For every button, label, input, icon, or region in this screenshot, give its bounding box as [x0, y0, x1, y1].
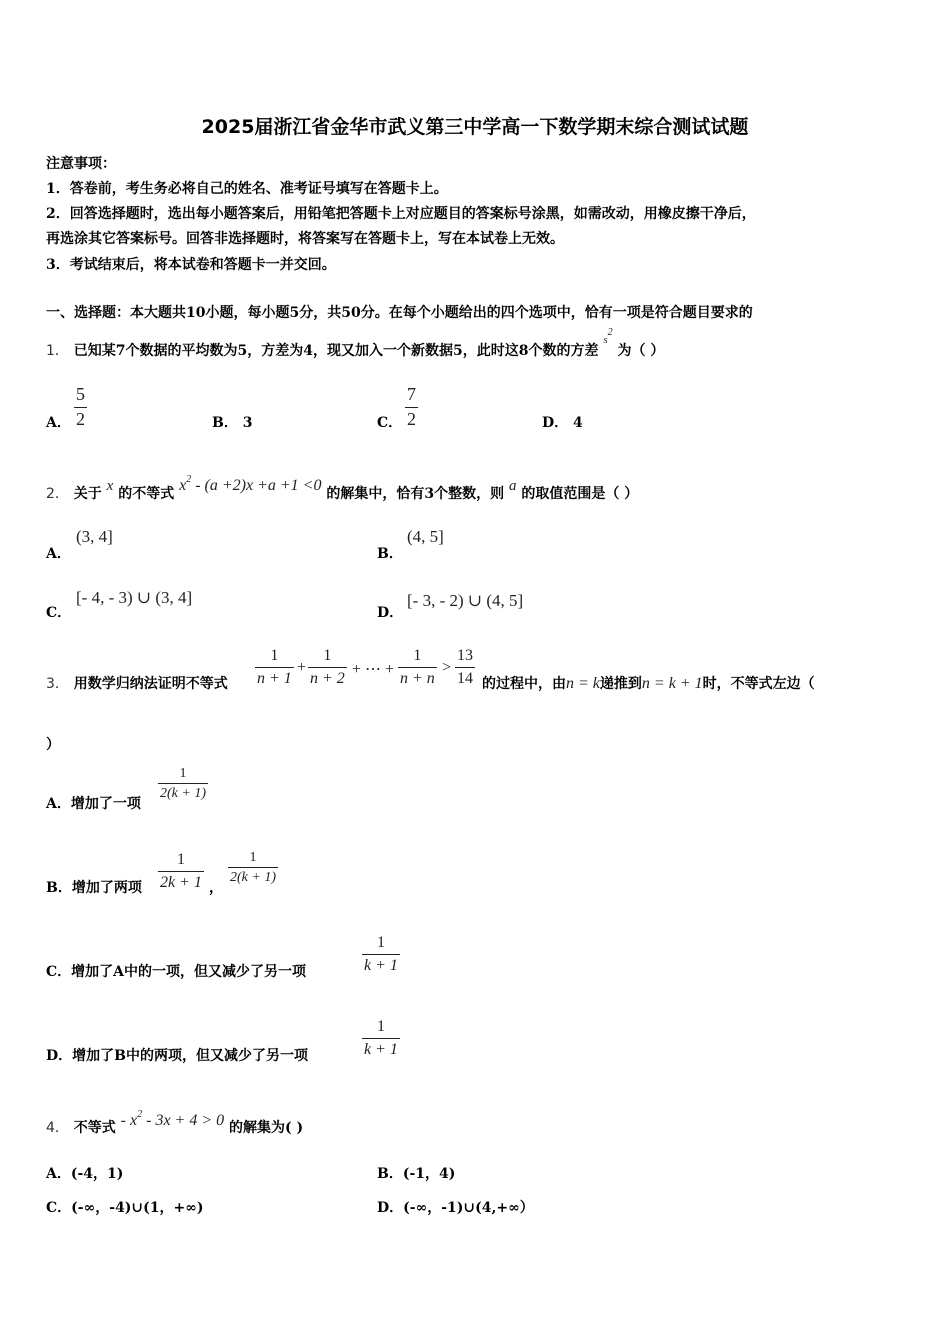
- question-text-mid: 的不等式: [118, 486, 175, 502]
- notice-item-2: 2．回答选择题时，选出每小题答案后，用铅笔把答题卡上对应题目的答案标号涂黑，如需改动，用橡皮擦干净后，: [46, 206, 756, 222]
- question-number: 3．: [46, 676, 69, 692]
- numerator: 1: [179, 766, 187, 781]
- option-label: A．: [46, 1166, 71, 1182]
- option-label: D．: [46, 1048, 73, 1064]
- numerator: 5: [76, 384, 85, 404]
- option-text: 增加了A中的一项，但又减少了另一项: [71, 964, 307, 980]
- q4-option-c: [46, 1197, 204, 1217]
- option-value: (-4，1): [70, 1166, 124, 1182]
- denominator: k + 1: [364, 1040, 398, 1058]
- question-number: 4．: [46, 1120, 69, 1136]
- inequality: [120, 1109, 225, 1129]
- plus-sign: +: [297, 659, 307, 676]
- option-label: A．: [46, 796, 71, 812]
- q1-option-c-label: C．: [377, 415, 403, 431]
- question-tail: 为（ ）: [617, 343, 665, 359]
- numerator: 1: [376, 934, 385, 951]
- option-value: 3: [242, 415, 253, 431]
- ineq-exp: 2: [186, 474, 192, 485]
- notice-item-1: 1．答卷前，考生务必将自己的姓名、准考证号填写在答题卡上。: [46, 181, 448, 197]
- denominator: 14: [457, 669, 473, 687]
- q3-fraction-3: [398, 647, 437, 687]
- fraction-bar: [398, 667, 437, 668]
- q3-option-a-fraction: [158, 766, 208, 802]
- q1-option-c-fraction: [405, 385, 418, 430]
- fraction-bar: [255, 667, 294, 668]
- question-number: 1．: [46, 343, 69, 359]
- numerator: 1: [270, 647, 279, 664]
- inequality: [179, 474, 322, 494]
- q3-fraction-4: [455, 647, 475, 687]
- ellipsis-sum: + ⋯ +: [352, 661, 395, 678]
- numerator: 7: [407, 384, 416, 404]
- question-text-mid2: 递推到: [599, 676, 642, 692]
- q2-option-c-label: C．: [46, 605, 72, 621]
- notice-item-3: 3．考试结束后，将本试卷和答题卡一并交回。: [46, 257, 336, 273]
- option-label: B．: [46, 880, 72, 896]
- variance-exp: 2: [607, 327, 613, 338]
- var-a: a: [508, 478, 517, 494]
- q1-option-a-fraction: [74, 385, 87, 430]
- q1-option-b: [212, 412, 252, 432]
- question-3-pre: [46, 673, 228, 693]
- fraction-bar: [74, 407, 87, 408]
- notice-item-2-cont: 再选涂其它答案标号。回答非选择题时，将答案写在答题卡上，写在本试卷上无效。: [46, 231, 564, 247]
- option-text: 增加了一项: [70, 796, 141, 812]
- n-equals-k-plus-1: n = k + 1: [641, 675, 703, 692]
- q2-option-c-value: [- 4, - 3) ∪ (3, 4]: [76, 588, 193, 607]
- q1-option-a-label: A．: [46, 415, 71, 431]
- fraction-bar: [455, 667, 475, 668]
- q3-option-d: [46, 1045, 308, 1065]
- ineq-a: - x: [120, 1112, 138, 1129]
- numerator: 1: [323, 647, 332, 664]
- ineq-exp: 2: [137, 1109, 143, 1120]
- q2-option-a-label: A．: [46, 546, 71, 562]
- numerator: 13: [457, 647, 473, 664]
- variance-symbol: [603, 327, 613, 346]
- denominator: 2: [407, 408, 416, 429]
- question-tail: 时，不等式左边（: [702, 676, 815, 692]
- ineq-rest: - (a +2)x +a +1 <0: [191, 477, 322, 494]
- denominator: 2: [76, 408, 85, 429]
- fraction-bar: [308, 667, 347, 668]
- option-label: C．: [46, 964, 72, 980]
- var-x: x: [106, 478, 114, 494]
- greater-than: >: [442, 659, 452, 676]
- fraction-bar: [158, 783, 208, 784]
- option-value: (-1，4): [402, 1166, 456, 1182]
- ineq-x: x: [179, 477, 187, 494]
- option-value: 4: [573, 415, 583, 431]
- q4-option-d: [377, 1197, 534, 1217]
- q3-option-a: [46, 793, 141, 813]
- q4-option-b: [377, 1163, 455, 1183]
- option-text: 增加了两项: [71, 880, 142, 896]
- numerator: 1: [413, 647, 422, 664]
- option-label: C．: [46, 1200, 72, 1216]
- numerator: 1: [176, 851, 185, 868]
- question-text: 已知某7个数据的平均数为5，方差为4，现又加入一个新数据5，此时这8个数的方差: [73, 343, 599, 359]
- option-value: (-∞，-1)∪(4,+∞）: [403, 1200, 534, 1216]
- option-label: D．: [542, 415, 569, 431]
- question-3-close: ）: [46, 737, 60, 753]
- option-label: D．: [377, 1200, 404, 1216]
- option-separator: ，: [209, 880, 223, 896]
- denominator: n + 2: [310, 669, 345, 687]
- fraction-bar: [228, 867, 278, 868]
- q3-option-b-fraction-1: [158, 851, 204, 891]
- option-label: B．: [377, 1166, 403, 1182]
- fraction-bar: [362, 954, 400, 955]
- denominator: 2(k + 1): [230, 870, 276, 886]
- question-text-mid: 的过程中，由: [482, 676, 566, 692]
- question-text-pre: 关于: [73, 486, 102, 502]
- q3-option-c-fraction: [362, 934, 400, 974]
- q2-option-d-label: D．: [377, 605, 404, 621]
- question-4: [46, 1109, 304, 1137]
- page-title: 2025届浙江省金华市武义第三中学高一下数学期末综合测试试题: [201, 116, 749, 138]
- option-value: (-∞，-4)∪(1，+∞): [71, 1200, 204, 1216]
- q3-option-d-fraction: [362, 1018, 400, 1058]
- denominator: n + 1: [257, 669, 292, 687]
- question-3-post: [482, 673, 815, 693]
- q2-option-b-label: B．: [377, 546, 403, 562]
- question-2: [46, 474, 639, 503]
- denominator: k + 1: [364, 956, 398, 974]
- q3-option-b: [46, 877, 142, 897]
- fraction-bar: [405, 407, 418, 408]
- question-tail: 的解集为( ): [229, 1120, 304, 1136]
- q3-option-b-fraction-2: [228, 850, 278, 886]
- question-number: 2．: [46, 486, 69, 502]
- question-tail: 的取值范围是（ ）: [521, 486, 639, 502]
- denominator: 2k + 1: [160, 873, 202, 891]
- q3-fraction-1: [255, 647, 294, 687]
- q3-option-c: [46, 961, 306, 981]
- fraction-bar: [362, 1038, 400, 1039]
- ineq-b: - 3x + 4 > 0: [142, 1112, 225, 1129]
- fraction-bar: [158, 871, 204, 872]
- question-text-post: 的解集中，恰有3个整数，则: [326, 486, 505, 502]
- n-equals-k: n = k: [566, 675, 600, 692]
- variance-var: s: [603, 334, 608, 346]
- numerator: 1: [376, 1018, 385, 1035]
- q2-option-a-value: (3, 4]: [76, 527, 113, 546]
- q4-option-a: [46, 1163, 123, 1183]
- option-text: 增加了B中的两项，但又减少了另一项: [72, 1048, 308, 1064]
- question-text-pre: 用数学归纳法证明不等式: [73, 676, 228, 692]
- q2-option-b-value: (4, 5]: [407, 527, 444, 546]
- q1-option-d: [542, 412, 583, 432]
- question-1: [46, 327, 665, 360]
- denominator: n + n: [400, 669, 435, 687]
- question-text-pre: 不等式: [73, 1120, 116, 1136]
- option-label: B．: [212, 415, 238, 431]
- q3-fraction-2: [308, 647, 347, 687]
- notice-heading: 注意事项：: [46, 156, 116, 172]
- section-heading: 一、选择题：本大题共10小题，每小题5分，共50分。在每个小题给出的四个选项中，恰有一项是符合题目要求的: [46, 305, 753, 321]
- q2-option-d-value: [- 3, - 2) ∪ (4, 5]: [407, 591, 524, 610]
- numerator: 1: [249, 850, 257, 865]
- denominator: 2(k + 1): [160, 786, 206, 802]
